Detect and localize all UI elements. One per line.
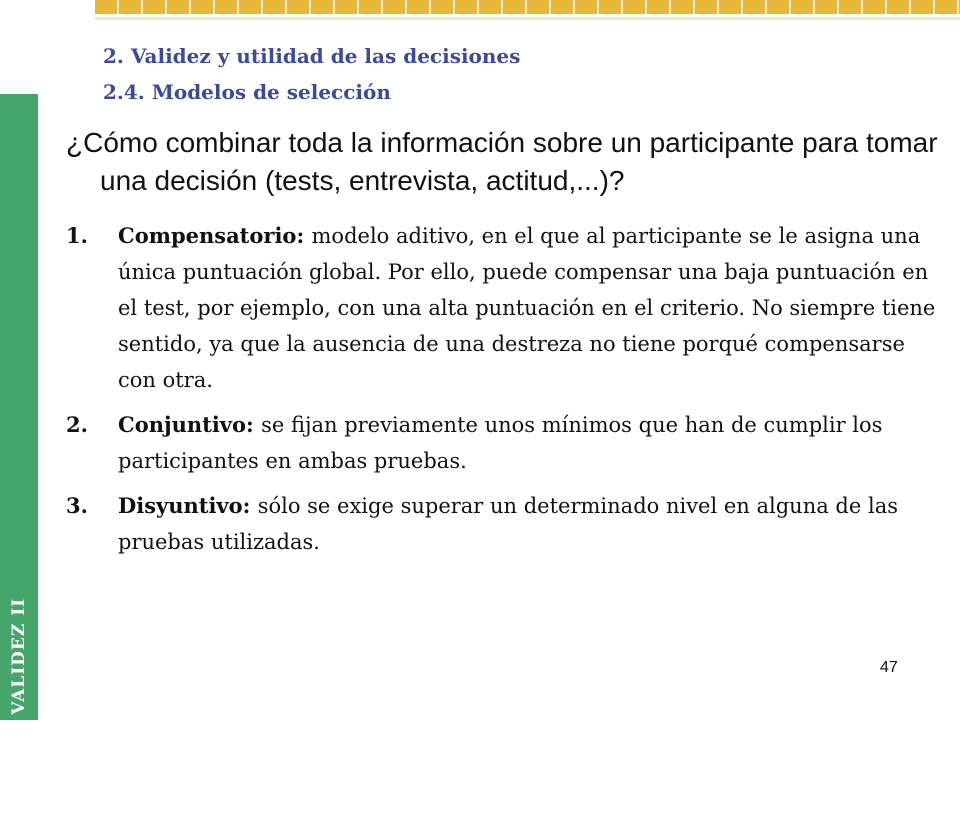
item-number: 3. [66, 493, 88, 518]
item-text: modelo aditivo, en el que al participante se le asigna una única puntuación global. Por ello, puede compensar una baja puntuación en el test, por ejemplo, con una alta puntuación en el criterio. No siempre tiene sentido, ya que la ausencia de una destreza no tiene porqué compensarse con otra. [118, 224, 936, 392]
main-question: ¿Cómo combinar toda la información sobre un participante para tomar una decisión (tests, entrevista, actitud,...)? [66, 127, 938, 196]
side-label-container [0, 94, 38, 830]
side-label: TEMA 6.2: VALIDEZ II [9, 597, 29, 830]
heading-line-2: 2.4. Modelos de selección [103, 80, 391, 104]
list-item [66, 407, 946, 479]
page-number: 47 [880, 659, 898, 676]
selection-models-list [66, 218, 946, 569]
item-number: 2. [66, 412, 88, 437]
item-term: Disyuntivo: [118, 493, 258, 518]
top-decorative-band [95, 0, 960, 14]
slide-heading [103, 38, 520, 110]
heading-line-1: 2. Validez y utilidad de las decisiones [103, 44, 521, 68]
item-number: 1. [66, 223, 88, 248]
item-text: sólo se exige superar un determinado nivel en alguna de las pruebas utilizadas. [118, 494, 898, 554]
item-text: se fijan previamente unos mínimos que han de cumplir los participantes en ambas pruebas. [118, 413, 883, 473]
item-term: Compensatorio: [118, 223, 312, 248]
list-item [66, 488, 946, 560]
list-item [66, 218, 946, 398]
top-decorative-rule [95, 17, 960, 20]
item-term: Conjuntivo: [118, 412, 262, 437]
